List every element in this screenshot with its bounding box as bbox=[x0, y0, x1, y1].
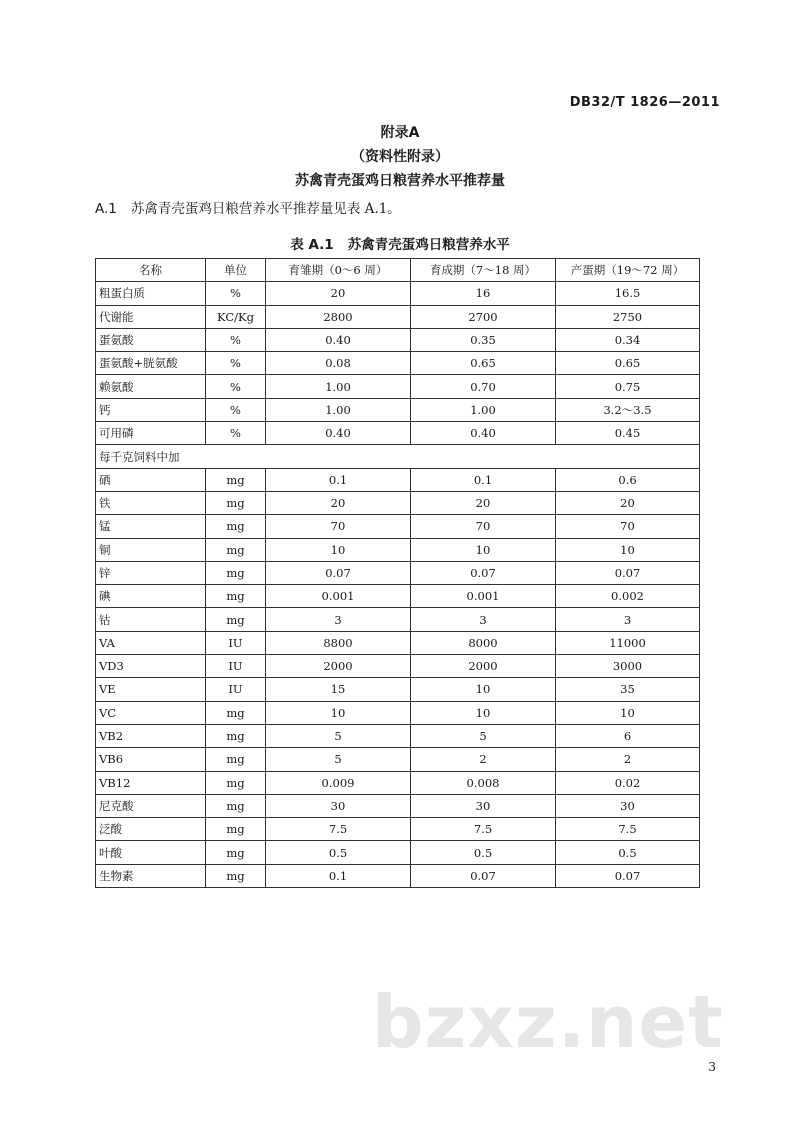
column-header: 育成期（7～18 周） bbox=[411, 259, 556, 282]
table-row bbox=[96, 282, 700, 305]
table-cell: % bbox=[206, 422, 266, 445]
table-cell: 0.65 bbox=[556, 352, 700, 375]
row-name-cell: VD3 bbox=[96, 655, 206, 678]
row-name-cell: 可用磷 bbox=[96, 422, 206, 445]
table-cell: 7.5 bbox=[411, 818, 556, 841]
table-cell: 5 bbox=[266, 724, 411, 747]
section-row bbox=[96, 445, 700, 468]
table-cell: 8800 bbox=[266, 631, 411, 654]
table-cell: 10 bbox=[411, 678, 556, 701]
table-cell: 5 bbox=[266, 748, 411, 771]
table-cell: 0.1 bbox=[266, 468, 411, 491]
table-cell: 0.002 bbox=[556, 585, 700, 608]
table-cell: 0.40 bbox=[266, 422, 411, 445]
table-cell: KC/Kg bbox=[206, 305, 266, 328]
table-row bbox=[96, 794, 700, 817]
table-row bbox=[96, 468, 700, 491]
table-cell: mg bbox=[206, 748, 266, 771]
table-row bbox=[96, 422, 700, 445]
table-cell: % bbox=[206, 282, 266, 305]
row-name-cell: 叶酸 bbox=[96, 841, 206, 864]
table-cell: 0.02 bbox=[556, 771, 700, 794]
row-name-cell: 钴 bbox=[96, 608, 206, 631]
table-cell: 0.1 bbox=[411, 468, 556, 491]
table-cell: 16 bbox=[411, 282, 556, 305]
table-cell: 3.2～3.5 bbox=[556, 398, 700, 421]
row-name-cell: VB12 bbox=[96, 771, 206, 794]
row-name-cell: 锰 bbox=[96, 515, 206, 538]
table-row bbox=[96, 375, 700, 398]
table-cell: 3000 bbox=[556, 655, 700, 678]
table-cell: 10 bbox=[266, 538, 411, 561]
table-cell: IU bbox=[206, 631, 266, 654]
table-cell: mg bbox=[206, 818, 266, 841]
row-name-cell: 蛋氨酸+胱氨酸 bbox=[96, 352, 206, 375]
column-header: 单位 bbox=[206, 259, 266, 282]
table-cell: mg bbox=[206, 538, 266, 561]
table-row bbox=[96, 538, 700, 561]
table-cell: 0.6 bbox=[556, 468, 700, 491]
row-name-cell: 生物素 bbox=[96, 864, 206, 887]
table-cell: 0.009 bbox=[266, 771, 411, 794]
table-cell: 10 bbox=[266, 701, 411, 724]
table-cell: 20 bbox=[411, 491, 556, 514]
table-cell: 2700 bbox=[411, 305, 556, 328]
table-cell: 30 bbox=[266, 794, 411, 817]
table-cell: mg bbox=[206, 515, 266, 538]
table-row bbox=[96, 561, 700, 584]
table-cell: 0.45 bbox=[556, 422, 700, 445]
table-cell: 2 bbox=[556, 748, 700, 771]
column-header: 产蛋期（19～72 周） bbox=[556, 259, 700, 282]
table-cell: 8000 bbox=[411, 631, 556, 654]
section-label: 每千克饲料中加 bbox=[96, 445, 700, 468]
table-cell: mg bbox=[206, 608, 266, 631]
table-cell: mg bbox=[206, 864, 266, 887]
table-row bbox=[96, 631, 700, 654]
table-row bbox=[96, 678, 700, 701]
table-row bbox=[96, 352, 700, 375]
table-cell: 3 bbox=[266, 608, 411, 631]
table-cell: mg bbox=[206, 491, 266, 514]
page-number: 3 bbox=[708, 1060, 716, 1074]
table-cell: 0.5 bbox=[411, 841, 556, 864]
table-cell: 0.07 bbox=[556, 864, 700, 887]
row-name-cell: 泛酸 bbox=[96, 818, 206, 841]
table-cell: 0.75 bbox=[556, 375, 700, 398]
table-row bbox=[96, 864, 700, 887]
table-row bbox=[96, 491, 700, 514]
table-cell: 16.5 bbox=[556, 282, 700, 305]
table-cell: 0.1 bbox=[266, 864, 411, 887]
annex-title: 附录A bbox=[380, 125, 420, 141]
table-cell: 70 bbox=[411, 515, 556, 538]
table-cell: 0.40 bbox=[266, 328, 411, 351]
row-name-cell: 尼克酸 bbox=[96, 794, 206, 817]
table-cell: % bbox=[206, 328, 266, 351]
table-cell: 2750 bbox=[556, 305, 700, 328]
table-cell: 20 bbox=[266, 282, 411, 305]
table-cell: 0.40 bbox=[411, 422, 556, 445]
table-cell: 0.001 bbox=[411, 585, 556, 608]
table-cell: 30 bbox=[556, 794, 700, 817]
table-cell: 0.5 bbox=[556, 841, 700, 864]
table-cell: mg bbox=[206, 724, 266, 747]
table-cell: 2800 bbox=[266, 305, 411, 328]
table-cell: mg bbox=[206, 841, 266, 864]
watermark: bzxz.net bbox=[372, 980, 724, 1064]
clause-a1 bbox=[95, 197, 401, 217]
row-name-cell: 硒 bbox=[96, 468, 206, 491]
table-cell: 2000 bbox=[266, 655, 411, 678]
table-cell: 10 bbox=[556, 701, 700, 724]
table-cell: mg bbox=[206, 585, 266, 608]
table-cell: 1.00 bbox=[411, 398, 556, 421]
table-cell: mg bbox=[206, 701, 266, 724]
column-header: 名称 bbox=[96, 259, 206, 282]
row-name-cell: VC bbox=[96, 701, 206, 724]
row-name-cell: VE bbox=[96, 678, 206, 701]
table-cell: mg bbox=[206, 561, 266, 584]
table-cell: 0.07 bbox=[556, 561, 700, 584]
table-row bbox=[96, 841, 700, 864]
standard-code: DB32/T 1826—2011 bbox=[569, 95, 720, 110]
table-cell: 0.5 bbox=[266, 841, 411, 864]
table-row bbox=[96, 724, 700, 747]
row-name-cell: 蛋氨酸 bbox=[96, 328, 206, 351]
table-cell: mg bbox=[206, 794, 266, 817]
row-name-cell: 粗蛋白质 bbox=[96, 282, 206, 305]
nutrition-table bbox=[95, 258, 700, 888]
table-cell: 0.001 bbox=[266, 585, 411, 608]
row-name-cell: 锌 bbox=[96, 561, 206, 584]
table-caption-title: 苏禽青壳蛋鸡日粮营养水平 bbox=[347, 237, 510, 253]
table-cell: 10 bbox=[411, 701, 556, 724]
table-cell: 0.08 bbox=[266, 352, 411, 375]
table-cell: 70 bbox=[266, 515, 411, 538]
table-cell: 0.07 bbox=[411, 561, 556, 584]
table-cell: 0.07 bbox=[411, 864, 556, 887]
table-cell: mg bbox=[206, 468, 266, 491]
table-cell: 10 bbox=[556, 538, 700, 561]
table-row bbox=[96, 515, 700, 538]
table-cell: 20 bbox=[556, 491, 700, 514]
table-cell: 3 bbox=[411, 608, 556, 631]
table-header-row bbox=[96, 259, 700, 282]
table-cell: 0.07 bbox=[266, 561, 411, 584]
table-caption bbox=[0, 233, 800, 253]
row-name-cell: 钙 bbox=[96, 398, 206, 421]
table-row bbox=[96, 585, 700, 608]
table-row bbox=[96, 818, 700, 841]
table-cell: 7.5 bbox=[266, 818, 411, 841]
row-name-cell: 赖氨酸 bbox=[96, 375, 206, 398]
clause-number: A.1 bbox=[95, 201, 117, 217]
table-cell: 0.70 bbox=[411, 375, 556, 398]
table-cell: 0.008 bbox=[411, 771, 556, 794]
clause-text: 苏禽青壳蛋鸡日粮营养水平推荐量见表 A.1。 bbox=[130, 201, 401, 217]
table-cell: 11000 bbox=[556, 631, 700, 654]
table-row bbox=[96, 771, 700, 794]
table-cell: 0.34 bbox=[556, 328, 700, 351]
annex-name: 苏禽青壳蛋鸡日粮营养水平推荐量 bbox=[295, 173, 505, 189]
table-cell: mg bbox=[206, 771, 266, 794]
table-caption-number: 表 A.1 bbox=[290, 237, 334, 253]
table-row bbox=[96, 701, 700, 724]
table-cell: 70 bbox=[556, 515, 700, 538]
table-cell: % bbox=[206, 375, 266, 398]
table-cell: 35 bbox=[556, 678, 700, 701]
table-row bbox=[96, 608, 700, 631]
table-row bbox=[96, 655, 700, 678]
column-header: 育雏期（0～6 周） bbox=[266, 259, 411, 282]
table-cell: 1.00 bbox=[266, 375, 411, 398]
table-row bbox=[96, 328, 700, 351]
table-cell: 15 bbox=[266, 678, 411, 701]
row-name-cell: 代谢能 bbox=[96, 305, 206, 328]
table-cell: 20 bbox=[266, 491, 411, 514]
row-name-cell: 铜 bbox=[96, 538, 206, 561]
table-cell: 0.35 bbox=[411, 328, 556, 351]
table-cell: 5 bbox=[411, 724, 556, 747]
table-cell: 7.5 bbox=[556, 818, 700, 841]
table-cell: 3 bbox=[556, 608, 700, 631]
table-cell: 6 bbox=[556, 724, 700, 747]
table-cell: 30 bbox=[411, 794, 556, 817]
table-cell: 2 bbox=[411, 748, 556, 771]
table-cell: 10 bbox=[411, 538, 556, 561]
table-cell: 0.65 bbox=[411, 352, 556, 375]
table-row bbox=[96, 748, 700, 771]
table-row bbox=[96, 398, 700, 421]
table-cell: IU bbox=[206, 655, 266, 678]
annex-type: （资料性附录） bbox=[351, 149, 449, 165]
row-name-cell: 碘 bbox=[96, 585, 206, 608]
row-name-cell: 铁 bbox=[96, 491, 206, 514]
row-name-cell: VB6 bbox=[96, 748, 206, 771]
table-row bbox=[96, 305, 700, 328]
table-cell: % bbox=[206, 352, 266, 375]
table-cell: 2000 bbox=[411, 655, 556, 678]
table-cell: 1.00 bbox=[266, 398, 411, 421]
table-cell: % bbox=[206, 398, 266, 421]
row-name-cell: VB2 bbox=[96, 724, 206, 747]
table-cell: IU bbox=[206, 678, 266, 701]
row-name-cell: VA bbox=[96, 631, 206, 654]
